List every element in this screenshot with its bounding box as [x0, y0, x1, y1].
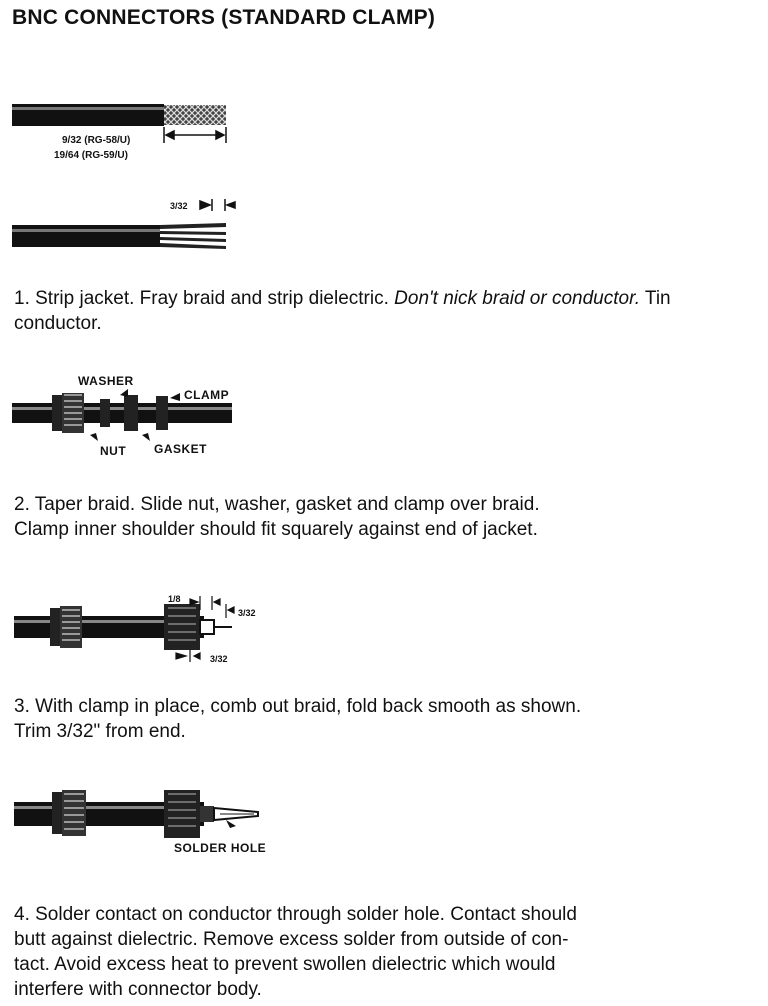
dim-right-label: 3/32 [238, 608, 256, 618]
nut-part [52, 790, 86, 836]
dielectric [200, 620, 214, 634]
dim-rg59-label: 19/64 (RG-59/U) [54, 150, 128, 161]
dim-bottom-label: 3/32 [210, 654, 228, 664]
dimension-arrow [164, 127, 226, 143]
dim-rg58-label: 9/32 (RG-58/U) [62, 135, 131, 146]
nut-part [52, 393, 84, 433]
nut-label: NUT [100, 444, 127, 458]
cable-upper [12, 104, 226, 126]
dim-top-label: 1/8 [168, 594, 181, 604]
connector-parts-diagram [0, 365, 300, 465]
clamp-label: CLAMP [184, 388, 230, 402]
cable-body [12, 403, 232, 423]
solder-contact-diagram [0, 784, 300, 864]
dielectric [200, 806, 214, 822]
cable-lower [12, 223, 226, 249]
washer-label: WASHER [78, 374, 134, 388]
step-4-text: 4. Solder contact on conductor through solder hole. Contact should butt against dielectric. Remove excess solder from outside of con- tact. Avoid excess heat to prevent swollen dielectric which would interfere with connector body. [14, 904, 577, 1000]
dim-dielectric-label: 3/32 [170, 201, 188, 211]
clamp-part [156, 396, 168, 430]
clamp-part [164, 790, 200, 838]
step-2-text: 2. Taper braid. Slide nut, washer, gasket and clamp over braid. Clamp inner shoulder should fit squarely against end of jacket. [14, 494, 540, 540]
step-3-text: 3. With clamp in place, comb out braid, fold back smooth as shown. Trim 3/32" from end. [14, 696, 582, 742]
washer-part [100, 399, 110, 427]
gasket-label: GASKET [154, 442, 208, 456]
clamp-fold-diagram [0, 588, 300, 668]
dielectric-dimension [200, 199, 235, 211]
clamp-part [164, 604, 200, 650]
step-1-text: 1. Strip jacket. Fray braid and strip dielectric. Don't nick braid or conductor. Tin conductor. [14, 288, 671, 334]
solder-hole-label: SOLDER HOLE [174, 841, 267, 855]
nut-part [50, 606, 82, 648]
cable-strip-diagram [0, 95, 300, 255]
page-title: BNC CONNECTORS (STANDARD CLAMP) [12, 6, 436, 29]
gasket-part [124, 395, 138, 431]
